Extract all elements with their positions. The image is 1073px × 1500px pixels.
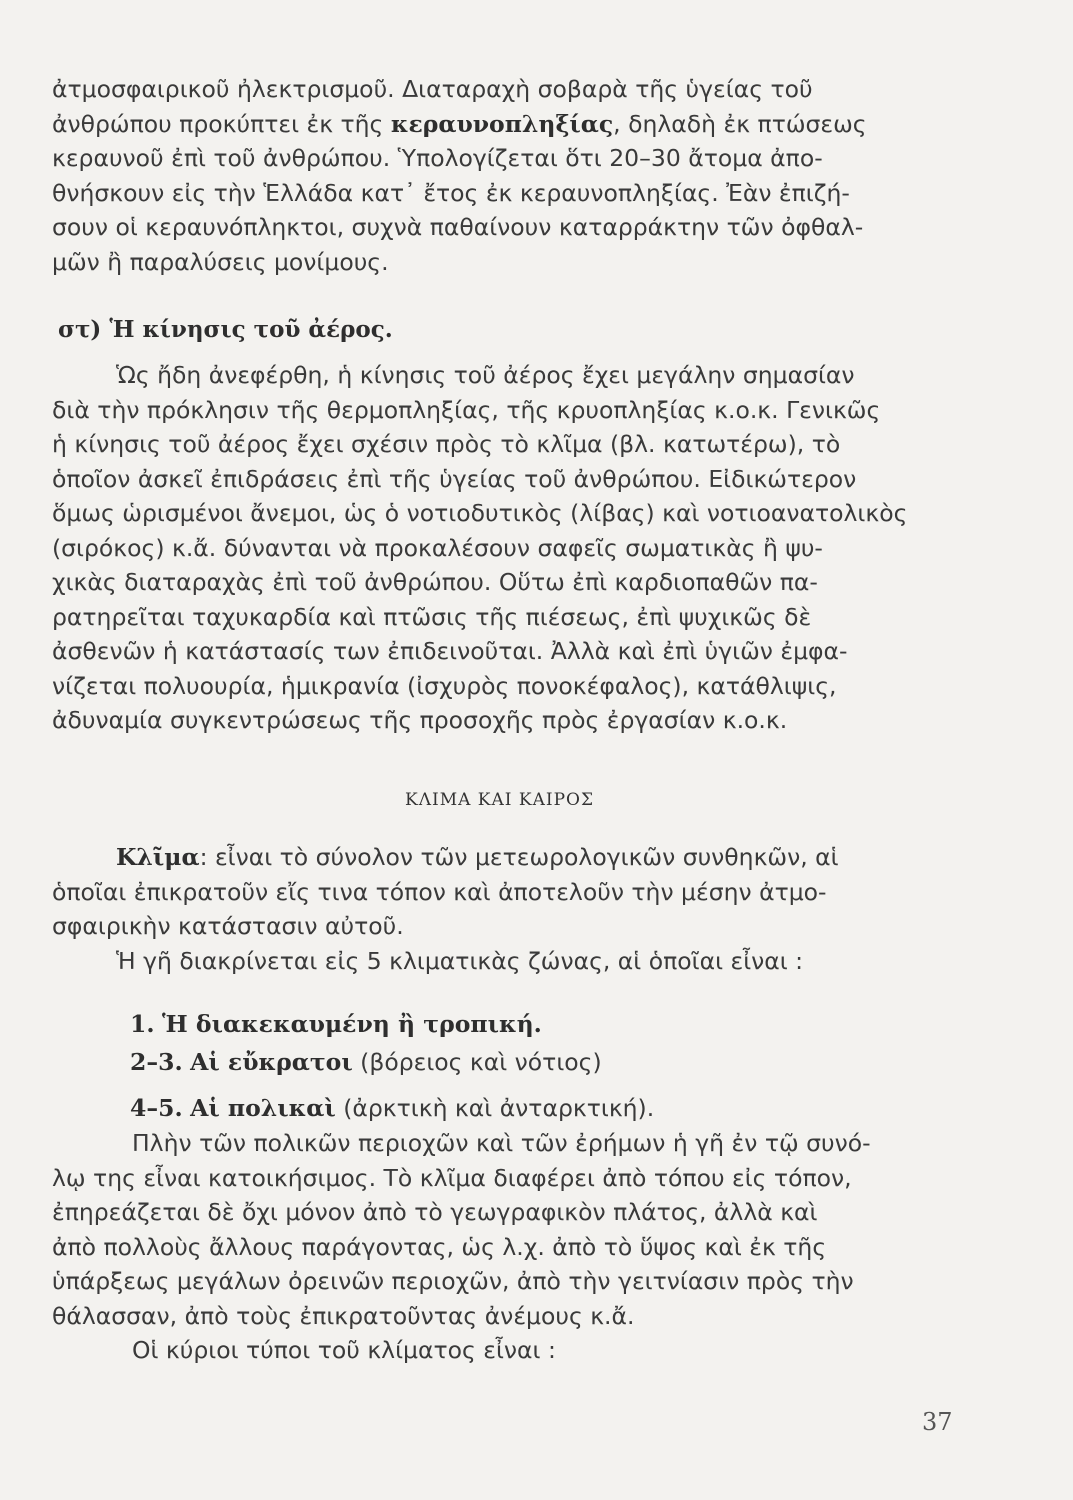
- text-line: θνήσκουν εἰς τὴν Ἑλλάδα κατ᾽ ἔτος ἐκ κεραυνοπληξίας. Ἐὰν ἐπιζή-: [52, 178, 850, 207]
- list-item: 4–5. Αἱ πολικαὶ (ἀρκτικὴ καὶ ἀνταρκτική).: [130, 1094, 655, 1122]
- text-line: Οἱ κύριοι τύποι τοῦ κλίματος εἶναι :: [132, 1336, 556, 1364]
- text-line: Ἡ γῆ διακρίνεται εἰς 5 κλιματικὰς ζώνας, αἱ ὁποῖαι εἶναι :: [116, 946, 804, 975]
- list-item: 2–3. Αἱ εὔκρατοι (βόρειος καὶ νότιος): [130, 1048, 602, 1076]
- text-line: ρατηρεῖται ταχυκαρδία καὶ πτῶσις τῆς πιέσεως, ἐπὶ ψυχικῶς δὲ: [52, 602, 812, 631]
- text-line: Ὡς ἤδη ἀνεφέρθη, ἡ κίνησις τοῦ ἀέρος ἔχει μεγάλην σημασίαν: [116, 361, 855, 389]
- text-line: ἀδυναμία συγκεντρώσεως τῆς προσοχῆς πρὸς ἐργασίαν κ.ο.κ.: [52, 706, 788, 734]
- text-line: ἀπὸ πολλοὺς ἄλλους παράγοντας, ὡς λ.χ. ἀπὸ τὸ ὕψος καὶ ἐκ τῆς: [52, 1232, 827, 1261]
- text-line: διὰ τὴν πρόκλησιν τῆς θερμοπληξίας, τῆς κρυοπληξίας κ.ο.κ. Γενικῶς: [52, 395, 881, 424]
- text-line: νίζεται πολυουρία, ἡμικρανία (ἰσχυρὸς πονοκέφαλος), κατάθλιψις,: [52, 671, 837, 700]
- section-subheading: στ) Ἡ κίνησις τοῦ ἀέρος.: [58, 316, 393, 343]
- text-line: ἀτμοσφαιρικοῦ ἠλεκτρισμοῦ. Διαταραχὴ σοβαρὰ τῆς ὑγείας τοῦ: [52, 75, 813, 103]
- text-line: Πλὴν τῶν πολικῶν περιοχῶν καὶ τῶν ἐρήμων ἡ γῆ ἐν τῷ συνό-: [132, 1129, 871, 1157]
- text-line: ἀνθρώπου προκύπτει ἐκ τῆς κεραυνοπληξίας, δηλαδὴ ἐκ πτώσεως: [52, 109, 867, 138]
- list-item: 1. Ἡ διακεκαυμένη ἢ τροπική.: [130, 1010, 542, 1038]
- text-line: ὁποῖαι ἐπικρατοῦν εἴς τινα τόπον καὶ ἀποτελοῦν τὴν μέσην ἀτμο-: [52, 877, 827, 906]
- text-line: σουν οἱ κεραυνόπληκτοι, συχνὰ παθαίνουν καταρράκτην τῶν ὀφθαλ-: [52, 213, 864, 241]
- text-line: ὅμως ὡρισμένοι ἄνεμοι, ὡς ὁ νοτιοδυτικὸς (λίβας) καὶ νοτιοανατολικὸς: [52, 499, 908, 527]
- text-line: σφαιρικὴν κατάστασιν αὐτοῦ.: [52, 912, 404, 940]
- page-number: 37: [922, 1408, 953, 1436]
- term-klima: Κλῖμα: [116, 843, 200, 871]
- text-line: ὁποῖον ἀσκεῖ ἐπιδράσεις ἐπὶ τῆς ὑγείας τοῦ ἀνθρώπου. Εἰδικώτερον: [52, 464, 857, 493]
- text-line: θάλασσαν, ἀπὸ τοὺς ἐπικρατοῦντας ἀνέμους κ.ἄ.: [52, 1301, 635, 1330]
- paragraph-climate-factors: [52, 1126, 947, 1368]
- text-line: ἐπηρεάζεται δὲ ὄχι μόνον ἀπὸ τὸ γεωγραφικὸν πλάτος, ἀλλὰ καὶ: [52, 1198, 818, 1226]
- text-line: λῳ της εἶναι κατοικήσιμος. Τὸ κλῖμα διαφέρει ἀπὸ τόπου εἰς τόπον,: [52, 1163, 852, 1192]
- text-line: (σιρόκος) κ.ἄ. δύνανται νὰ προκαλέσουν σαφεῖς σωματικὰς ἢ ψυ-: [52, 533, 823, 562]
- text-line: χικὰς διαταραχὰς ἐπὶ τοῦ ἀνθρώπου. Οὕτω ἐπὶ καρδιοπαθῶν πα-: [52, 568, 818, 596]
- text-line: μῶν ἢ παραλύσεις μονίμους.: [52, 247, 389, 276]
- text-line: ὑπάρξεως μεγάλων ὀρεινῶν περιοχῶν, ἀπὸ τὴν γειτνίασιν πρὸς τὴν: [52, 1267, 854, 1295]
- text-line: κεραυνοῦ ἐπὶ τοῦ ἀνθρώπου. Ὑπολογίζεται ὅτι 20–30 ἄτομα ἀπο-: [52, 144, 823, 172]
- text-line: Κλῖμα: εἶναι τὸ σύνολον τῶν μετεωρολογικῶν συνθηκῶν, αἱ: [116, 843, 839, 871]
- text-line: ἡ κίνησις τοῦ ἀέρος ἔχει σχέσιν πρὸς τὸ κλῖμα (βλ. κατωτέρω), τὸ: [52, 430, 841, 458]
- term-keraunoplixia: κεραυνοπληξίας: [390, 109, 614, 138]
- paragraph-lightning: [52, 72, 947, 279]
- chapter-heading: ΚΛΙΜΑ ΚΑΙ ΚΑΙΡΟΣ: [405, 790, 594, 810]
- text-line: ἀσθενῶν ἡ κατάστασίς των ἐπιδεινοῦται. Ἀλλὰ καὶ ἐπὶ ὑγιῶν ἐμφα-: [52, 637, 848, 665]
- paragraph-air-movement: [52, 358, 947, 738]
- paragraph-climate-definition: [52, 840, 947, 978]
